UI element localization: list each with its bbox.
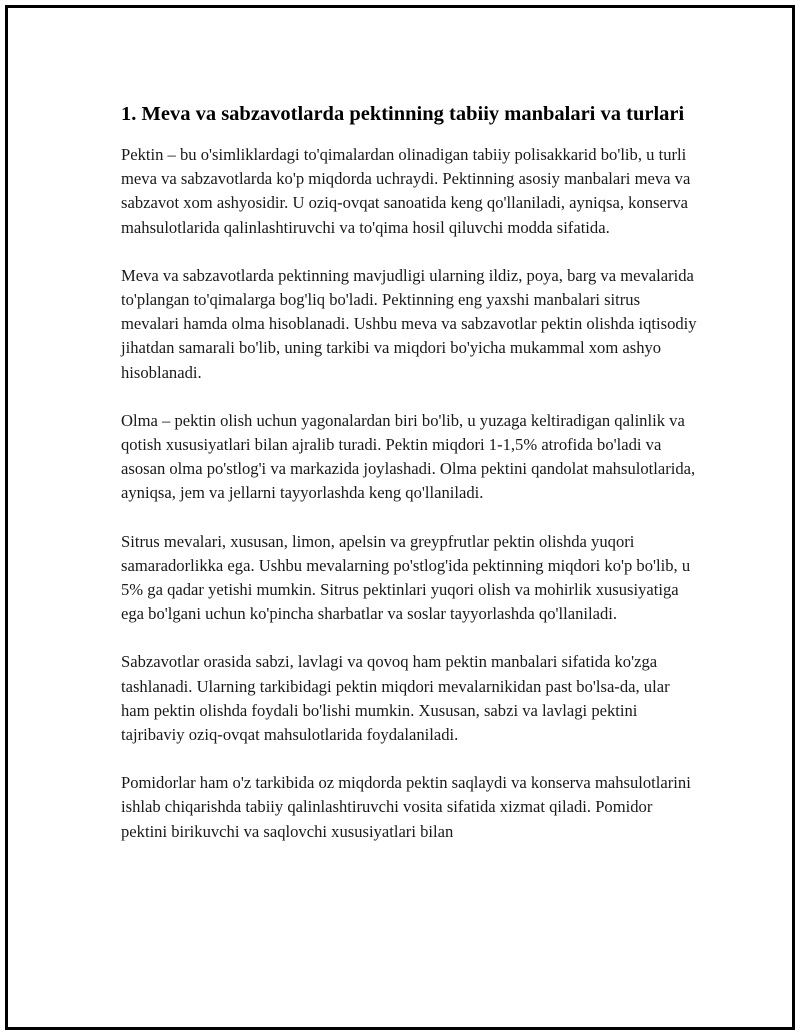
paragraph-sources: Meva va sabzavotlarda pektinning mavjudligi ularning ildiz, poya, barg va mevalarida to'plangan to'qimalarga bog'liq bo'ladi. Pektinning eng yaxshi manbalari sitrus mevalari hamda olma hisoblanadi. Ushbu meva va sabzavotlar pektin olishda iqtisodiy jihatdan samarali bo'lib, uning tarkibi va miqdori bo'yicha mukammal xom ashyo hisoblanadi. bbox=[121, 265, 697, 382]
section-heading: 1. Meva va sabzavotlarda pektinning tabiiy manbalari va turlari bbox=[121, 103, 685, 125]
page-frame bbox=[5, 5, 795, 1030]
paragraph-vegetables: Sabzavotlar orasida sabzi, lavlagi va qovoq ham pektin manbalari sifatida ko'zga tashlanadi. Ularning tarkibidagi pektin miqdori mevalarnikidan past bo'lsa-da, ular ham pektin olishda foydali bo'lishi mumkin. Xususan, sabzi va lavlagi pektini tajribaviy oziq-ovqat mahsulotlarida foydalaniladi. bbox=[121, 652, 670, 745]
paragraph-apple: Olma – pektin olish uchun yagonalardan biri bo'lib, u yuzaga keltiradigan qalinlik va qotish xususiyatlari bilan ajralib turadi. Pektin miqdori 1-1,5% atrofida bo'ladi va asosan olma po'stlog'i va markazida joylashadi. Olma pektini qandolat mahsulotlarida, ayniqsa, jem va jellarni tayyorlashda keng qo'llaniladi. bbox=[121, 410, 696, 503]
paragraph-tomatoes: Pomidorlar ham o'z tarkibida oz miqdorda pektin saqlaydi va konserva mahsulotlarini ishlab chiqarishda tabiiy qalinlashtiruvchi vosita sifatida xizmat qiladi. Pomidor pektini birikuvchi va saqlovchi xususiyatlari bilan bbox=[121, 773, 691, 841]
paragraph-pektin-intro: Pektin – bu o'simliklardagi to'qimalardan olinadigan tabiiy polisakkarid bo'lib, u turli meva va sabzavotlarda ko'p miqdorda uchraydi. Pektinning asosiy manbalari meva va sabzavot xom ashyosidir. U oziq-ovqat sanoatida keng qo'llaniladi, ayniqsa, konserva mahsulotlarida qalinlashtiruvchi va to'qima hosil qiluvchi modda sifatida. bbox=[121, 145, 691, 237]
paragraph-citrus: Sitrus mevalari, xususan, limon, apelsin va greypfrutlar pektin olishda yuqori samaradorlikka ega. Ushbu mevalarning po'stlog'ida pektinning miqdori ko'p bo'lib, u 5% ga qadar yetishi mumkin. Sitrus pektinlari yuqori olish va mohirlik xususiyatiga ega bo'lgani uchun ko'pincha sharbatlar va soslar tayyorlashda qo'llaniladi. bbox=[121, 531, 691, 624]
document-body bbox=[121, 100, 701, 868]
